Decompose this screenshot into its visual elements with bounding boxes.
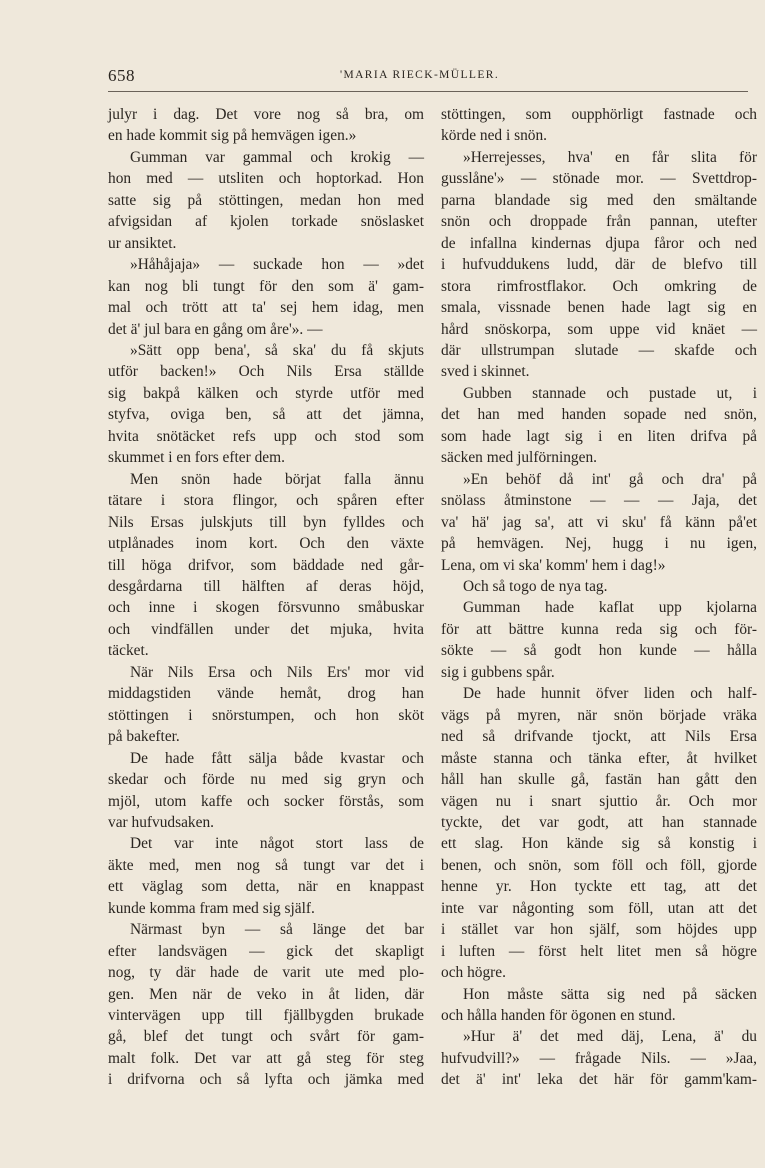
left-column-line: Det var inte något stort lass de xyxy=(130,835,424,853)
right-column-line: De hade hunnit öfver liden och half- xyxy=(463,685,757,703)
left-column-line: gen. Men när de veko in åt liden, där xyxy=(108,985,424,1003)
left-column-line: »Sätt opp bena', så ska' du få skjuts xyxy=(130,341,424,359)
left-column-line: var hufvudsaken. xyxy=(108,813,214,831)
left-column-line: i drifvorna och så lyfta och jämka med xyxy=(108,1071,424,1089)
left-column-line: ett väglag som detta, när en knappast xyxy=(108,878,424,896)
left-column-line: Gumman var gammal och krokig — xyxy=(130,148,424,166)
left-column-line: hon med — utsliten och hoptorkad. Hon xyxy=(108,170,424,188)
running-title: 'MARIA RIECK-MÜLLER. xyxy=(340,69,500,81)
left-column-line: på bakefter. xyxy=(108,728,180,746)
left-column-line: skedar och förde nu med sig gryn och xyxy=(108,771,424,789)
left-column-line: skummet i en fors efter dem. xyxy=(108,449,285,467)
right-column-line: ett slag. Hon kände sig så konstig i xyxy=(441,835,757,853)
left-column-line: malt folk. Det var att gå steg för steg xyxy=(108,1049,424,1067)
right-column-line: Lena, om vi ska' komm' hem i dag!» xyxy=(441,556,666,574)
left-column-line: stöttingen i snörstumpen, och hon sköt xyxy=(108,706,424,724)
right-column-line: inte var någonting som föll, utan att det xyxy=(441,899,757,917)
left-column-line: och inne i skogen försvunno småbuskar xyxy=(108,599,424,617)
right-column-line: de infallna kindernas djupa fåror och ned xyxy=(441,234,757,252)
left-column-line: satte sig på stöttingen, medan hon med xyxy=(108,191,424,209)
left-column-line: en hade kommit sig på hemvägen igen.» xyxy=(108,127,357,145)
right-column-line: hufvudvill?» — frågade Nils. — »Jaa, xyxy=(441,1049,757,1067)
left-column-line: desgårdarna till hälften af deras höjd, xyxy=(108,577,424,595)
left-column-line: »Håhåjaja» — suckade hon — »det xyxy=(130,256,424,274)
left-column-line: hvita snötäcket refs upp och stod som xyxy=(108,427,424,445)
left-column xyxy=(108,104,424,1091)
header-rule xyxy=(108,91,748,92)
right-column-line: sökte — så godt hon kunde — hålla xyxy=(441,642,757,660)
left-column-line: afvigsidan af kjolen torkade snöslasket xyxy=(108,213,424,231)
left-column-line: De hade fått sälja både kvastar och xyxy=(130,749,424,767)
right-column-line: håll han skulle gå, fastän han gått den xyxy=(441,771,757,789)
left-column-line: kunde komma fram med sig själf. xyxy=(108,899,315,917)
right-column-line: i hufvuddukens ludd, där de blefvo till xyxy=(441,256,757,274)
left-column-line: utplånades inom kort. Och den växte xyxy=(108,535,424,553)
right-column-line: säcken med julförningen. xyxy=(441,449,597,467)
right-column-line: Gubben stannade och pustade ut, i xyxy=(463,384,757,402)
right-column-line: måste stanna och tänka efter, åt hvilket xyxy=(441,749,757,767)
left-column-line: Närmast byn — så länge det bar xyxy=(130,921,424,939)
right-column-line: stöttingen, som oupphörligt fastnade och xyxy=(441,106,757,123)
page-header xyxy=(108,62,748,92)
right-column xyxy=(441,104,757,1091)
right-column-line: sig i gubbens spår. xyxy=(441,663,555,681)
right-column-line: och högre. xyxy=(441,964,506,982)
right-column-line: Gumman hade kaflat upp kjolarna xyxy=(463,599,757,617)
right-column-line: Och så togo de nya tag. xyxy=(463,577,608,595)
left-column-line: När Nils Ersa och Nils Ers' mor vid xyxy=(130,663,424,681)
right-column-line: »En behöf då int' gå och dra' på xyxy=(463,470,757,488)
left-column-line: utför backen!» Och Nils Ersa ställde xyxy=(108,363,424,381)
right-column-line: tyckte, det var godt, att han stannade xyxy=(441,813,757,831)
left-column-line: julyr i dag. Det vore nog så bra, om xyxy=(108,106,424,123)
left-column-line: middagstiden vände hemåt, drog han xyxy=(108,685,424,703)
left-column-line: äkte med, men nog så tungt var det i xyxy=(108,856,424,874)
left-column-line: nog, ty där hade de varit ute med plo- xyxy=(108,964,424,982)
left-column-line: styfva, oviga ben, så att det jämna, xyxy=(108,406,424,424)
right-column-line: hård snöskorpa, som uppe vid knäet — xyxy=(441,320,757,338)
right-column-line: »Hur ä' det med däj, Lena, ä' du xyxy=(463,1028,757,1046)
right-column-line: »Herrejesses, hva' en får slita för xyxy=(463,148,757,166)
left-column-line: och vindfällen under det mjuka, hvita xyxy=(108,620,424,638)
left-column-line: Men snön hade börjat falla ännu xyxy=(130,470,424,488)
right-column-line: smala, vissnade benen hade lagt sig en xyxy=(441,299,757,317)
right-column-line: och hålla handen för ögonen en stund. xyxy=(441,1007,676,1025)
right-column-line: körde ned i snön. xyxy=(441,127,548,145)
right-column-line: i luften — först helt litet men så högre xyxy=(441,942,757,960)
right-column-line: parna blandade sig med den smältande xyxy=(441,191,757,209)
right-column-line: det han med handen sopade ned snön, xyxy=(441,406,757,424)
right-column-line: vägen nu i snart sjuttio år. Och mor xyxy=(441,792,757,810)
right-column-line: Hon måste sätta sig ned på säcken xyxy=(463,985,757,1003)
right-column-line: henne yr. Hon tyckte ett tag, att det xyxy=(441,878,757,896)
right-column-line: stora rimfrostflakor. Och omkring de xyxy=(441,277,757,295)
right-column-line: för att bättre kunna reda sig och för- xyxy=(441,620,757,638)
right-column-line: ned så drifvande tjockt, att Nils Ersa xyxy=(441,728,757,746)
left-column-line: gå, blef det tungt och svårt för gam- xyxy=(108,1028,424,1046)
page-number: 658 xyxy=(108,66,135,85)
right-column-line: snön och droppade från pannan, utefter xyxy=(441,213,757,231)
right-column-line: benen, och snön, som föll och föll, gjorde xyxy=(441,856,757,874)
left-column-line: Nils Ersas julskjuts till byn fylldes och xyxy=(108,513,424,531)
left-column-line: till höga drifvor, som bäddade ned går- xyxy=(108,556,424,574)
left-column-line: sig bakpå kälken och styrde utför med xyxy=(108,384,424,402)
right-column-line: sved i skinnet. xyxy=(441,363,530,381)
right-column-line: som hade lagt sig i en liten drifva på xyxy=(441,427,757,445)
left-column-line: mal och trött att ta' sej hem idag, men xyxy=(108,299,424,317)
right-column-line: va' hä' jag sa', att vi sku' få känn på'et xyxy=(441,513,757,531)
right-column-line: i stället var hon själf, som höjdes upp xyxy=(441,921,757,939)
right-column-line: på hemvägen. Nej, hugg i nu igen, xyxy=(441,535,757,553)
left-column-line: täcket. xyxy=(108,642,149,660)
right-column-line: där ullstrumpan slutade — skafde och xyxy=(441,341,757,359)
left-column-line: ur ansiktet. xyxy=(108,234,177,252)
left-column-line: det ä' jul bara en gång om åre'». — xyxy=(108,320,323,338)
left-column-line: tätare i stora flingor, och spåren efter xyxy=(108,492,424,510)
right-column-line: gusslåne'» — stönade mor. — Svettdrop- xyxy=(441,170,757,188)
right-column-line: det ä' int' leka det här för gamm'kam- xyxy=(441,1071,757,1089)
left-column-line: vintervägen upp till fjällbygden brukade xyxy=(108,1007,424,1025)
right-column-line: snölass åtminstone — — — Jaja, det xyxy=(441,492,757,510)
left-column-line: kan nog bli tungt för den som ä' gam- xyxy=(108,277,424,295)
left-column-line: mjöl, utom kaffe och socker förstås, som xyxy=(108,792,424,810)
right-column-line: vägs på myren, när snön började vräka xyxy=(441,706,757,724)
left-column-line: efter landsvägen — gick det skapligt xyxy=(108,942,424,960)
